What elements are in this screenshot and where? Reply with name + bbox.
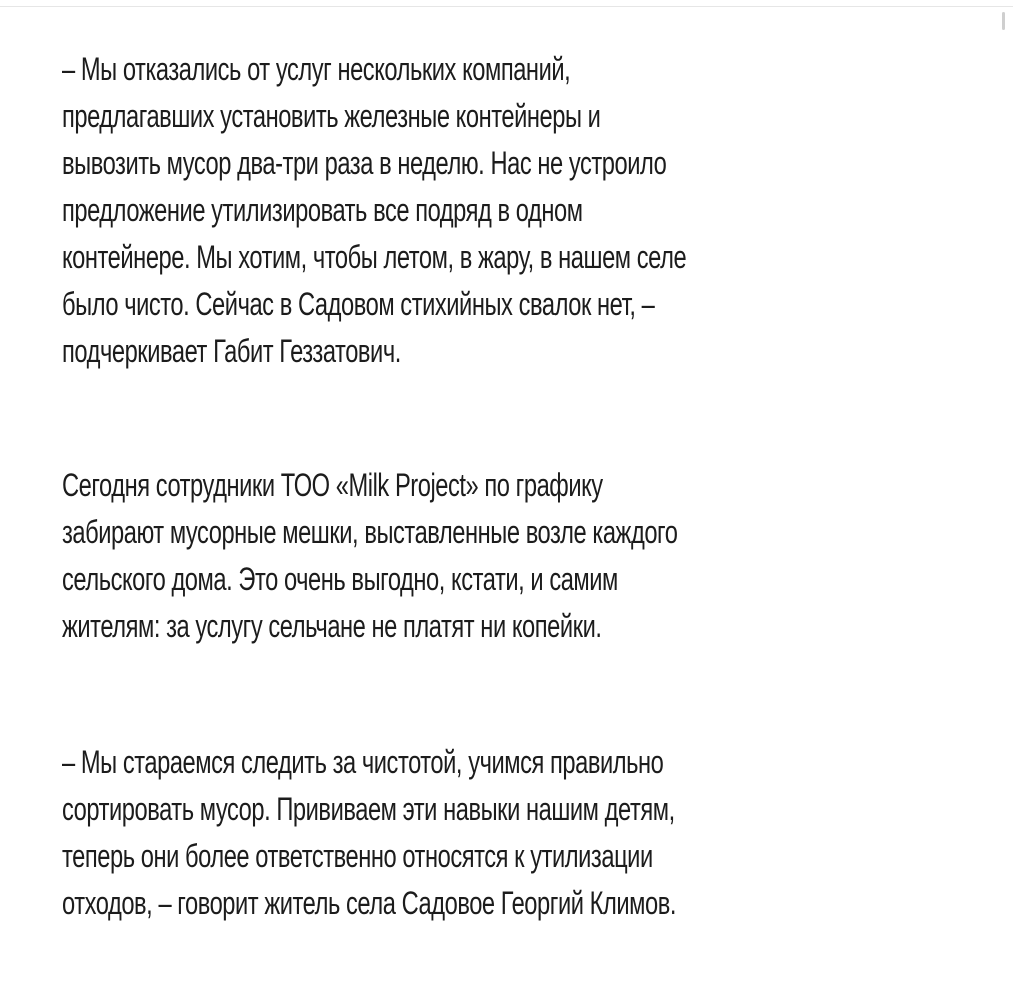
scrollbar-thumb[interactable] <box>1002 12 1005 30</box>
text-line: было чисто. Сейчас в Садовом стихийных свалок нет, – <box>62 286 655 322</box>
text-line: подчеркивает Габит Геззатович. <box>62 333 401 369</box>
text-line: отходов, – говорит житель села Садовое Георгий Климов. <box>62 885 676 921</box>
text-line: предложение утилизировать все подряд в одном <box>62 192 583 228</box>
top-divider <box>0 6 1013 7</box>
text-line: забирают мусорные мешки, выставленные возле каждого <box>62 514 678 550</box>
text-line: – Мы отказались от услуг нескольких компаний, <box>62 51 571 87</box>
text-line: контейнере. Мы хотим, чтобы летом, в жару, в нашем селе <box>62 239 687 275</box>
text-line: – Мы стараемся следить за чистотой, учимся правильно <box>62 744 664 780</box>
text-line: сортировать мусор. Прививаем эти навыки нашим детям, <box>62 791 675 827</box>
paragraph-milk-project <box>62 462 950 650</box>
text-line: вывозить мусор два-три раза в неделю. Нас не устроило <box>62 145 667 181</box>
text-line: Сегодня сотрудники ТОО «Milk Project» по графику <box>62 467 603 503</box>
text-line: жителям: за услугу сельчане не платят ни копейки. <box>62 608 602 644</box>
text-line: теперь они более ответственно относятся к утилизации <box>62 838 653 874</box>
paragraph-quote-gabit <box>62 46 950 375</box>
article-body <box>62 46 962 927</box>
text-line: предлагавших установить железные контейнеры и <box>62 98 601 134</box>
paragraph-quote-klimov <box>62 739 950 927</box>
text-line: сельского дома. Это очень выгодно, кстати, и самим <box>62 561 618 597</box>
